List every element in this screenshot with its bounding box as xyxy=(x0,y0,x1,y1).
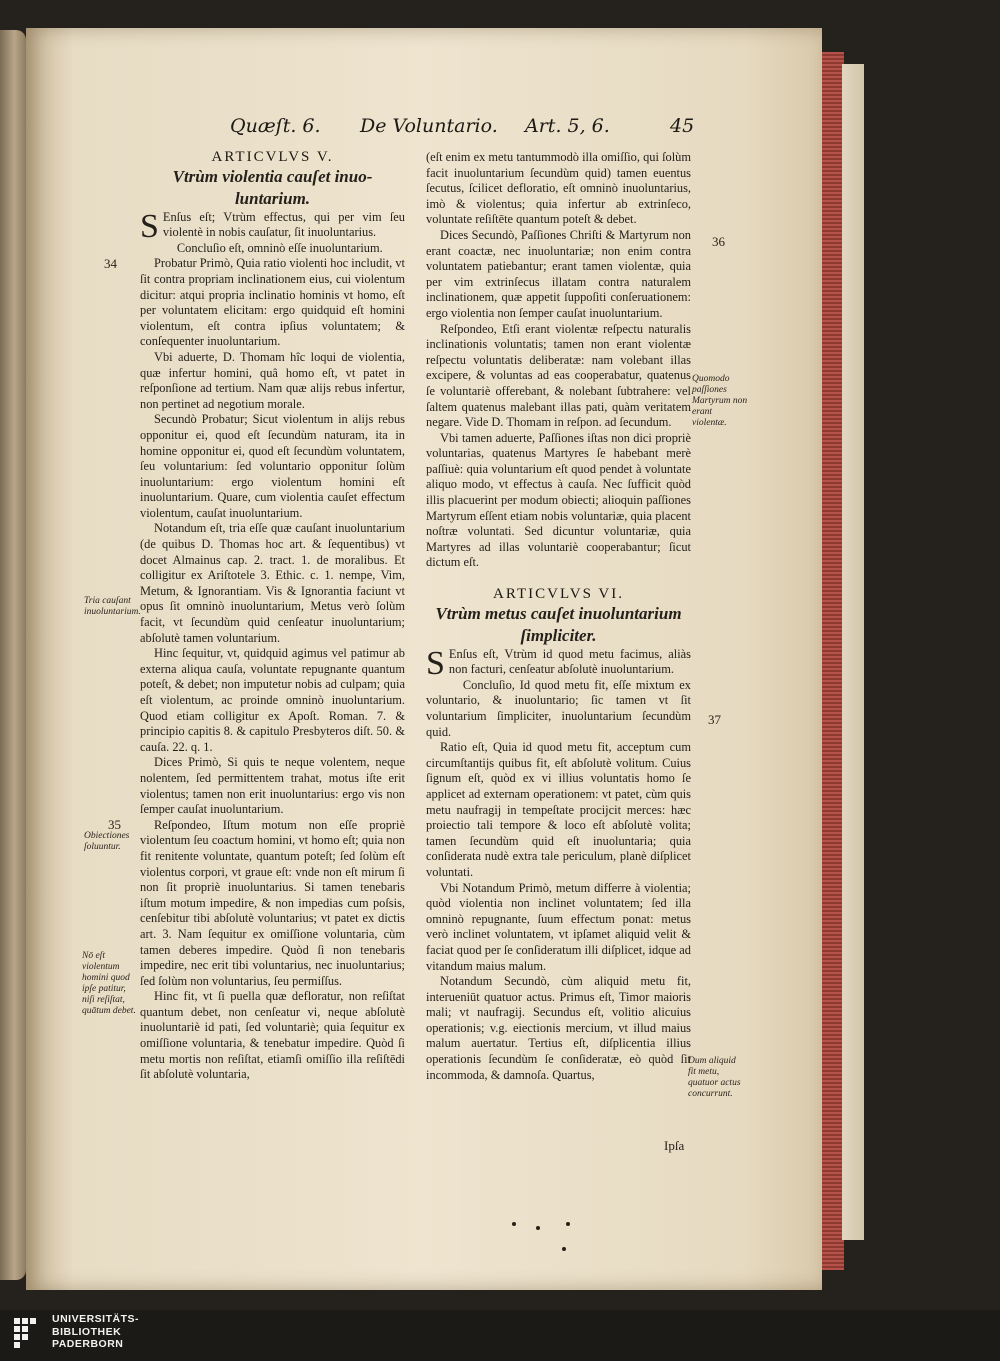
paragraph: Reſpondeo, Etſi erant violentæ reſpectu naturalis inclinationis voluntatis; tamen non erant violentæ reſpectu voluntatis deliberatæ: nam volebant illas excipere, & voluntas ad eas cooperabatur, quatenus ſe voluntariè offerebant, & nolebant ſubtrahere: vel ſaltem quatenus malebant illas pati, quàm veritatem negare. Vide D. Thomam in reſpon. ad ſecundum. xyxy=(426,321,691,430)
library-footer xyxy=(0,1310,1000,1361)
paragraph: Notandum Secundò, cùm aliquid metu fit, interueniūt quatuor actus. Primus eſt, Timor maioris mali; vt naufragij. Secundus eſt, volitio alicuius operationis; v.g. eiectionis mercium, vt illud maius malum auertatur. Tertius eſt, diſplicentia illius operationis ſecundùm ſe conſideratæ, eò quòd ſit incommoda, & damnoſa. Quartus, xyxy=(426,974,691,1082)
paragraph: Dices Secundò, Paſſiones Chriſti & Martyrum non erant coactæ, nec inuoluntariæ; non enim contra voluntatem patiebantur; erant tamen violentæ, quia per vim extrinſecus illatam contra naturalem inclinationem, quæ appetit ſuppoſiti conſeruationem: ergo violentia non ſemper cauſat inuoluntarium. xyxy=(426,227,691,320)
header-article: Art. 5, 6. xyxy=(525,115,610,137)
article-question: Vtrùm metus cauſet inuoluntarium ſimpliciter. xyxy=(435,603,682,645)
paragraph: Hinc fit, vt ſi puella quæ defloratur, non reſiſtat quantum debet, non cenſeatur vi, neque abſolutè inuoluntariè id pati, ſed voluntariè; quia ſequitur ex omiſſione voluntaria, & tenebatur impedire. Quòd ſi metu mortis non reſiſtat, etiamſi omiſſio illa reſiſtēdi ſit abſolutè voluntaria, xyxy=(140,989,405,1082)
paragraph: Probatur Primò, Quia ratio violenti hoc includit, vt ſit contra propriam inclinationem eius, cui violentum dicitur: atqui propria inclinatio hominis vt homo, eſt per voluntatem elicitam: ergo quidquid eſt homini violentum, eſt contra ipſius voluntatem; & conſequenter inuoluntarium. xyxy=(140,256,405,349)
paragraph: Enſus eſt; Vtrùm effectus, qui per vim ſeu violentè in nobis cauſatur, ſit inuoluntarius. xyxy=(162,209,405,240)
catchword: Ipſa xyxy=(664,1138,685,1153)
paragraph: Secundò Probatur; Sicut violentum in alijs rebus opponitur ei, quod eſt ſecundùm naturam, ita in homine opponitur ei, quod eſt ſecundùm voluntatem, ſeu voluntarium: ſed voluntario opponitur ſolùm inuoluntarium: ergo violentum homini eſt inuoluntarium. Quare, cum violentia cauſet effectum violentum, cauſat inuoluntarium. xyxy=(140,412,405,520)
article-heading: ARTICVLVS VI. xyxy=(493,586,624,603)
column-left xyxy=(140,150,405,1083)
article-question: Vtrùm violentia cauſet inuo-luntarium. xyxy=(172,166,373,208)
paragraph: Reſpondeo, Iſtum motum non eſſe propriè violentum ſeu coactum homini, vt homo eſt; quia non fit renitente voluntate, quantum poteſt; ſed ſolùm eſt violentus corpori, vt graue eſt: vnde non eſt mirum ſi non ſit propriè inuoluntarius. Si tamen tenebaris iſtum motum impedire, & non impedias cum poſsis, cenſebitur tibi abſolutè voluntarius; vt patet ex dictis art. 3. Nam ſequitur ex omiſſione voluntaria, cùm tamen deberes impedire. Quòd ſi non tenebaris impedire, nec erit tibi voluntarius, nec inuoluntarius; ſed ſolùm non voluntarius, ſeu permiſſus. xyxy=(140,817,405,988)
paragraph: Vbi aduerte, D. Thomam hîc loqui de violentia, quæ infertur homini, quâ homo eſt, vt patet in reſponſione ad tertium. Nam quæ alijs rebus infertur, non pertinet ad negotium morale. xyxy=(140,349,405,411)
drop-cap: S xyxy=(426,644,445,682)
margin-note: Quomodo paſſiones Martyrum non erant violentæ. xyxy=(692,374,748,428)
library-logo-icon xyxy=(12,1316,46,1350)
paragraph: Notandum eſt, tria eſſe quæ cauſant inuoluntarium (de quibus D. Thomas hoc art. & ſequentibus) vt docet Almainus cap. 2. tract. 1. de moralibus. Et colligitur ex Ariſtotele 3. Ethic. c. 1. nempe, Vim, Metum, & Ignorantiam. Vis & Ignorantia faciunt vt opus ſit omninò inuoluntarium, Metus verò ſolùm facit, vt ſecundùm quid cenſeatur inuoluntarium; abſolutè tamen voluntarium. xyxy=(140,521,405,645)
logo-line: UNIVERSITÄTS- xyxy=(52,1313,140,1325)
running-head xyxy=(230,115,700,147)
ink-speck xyxy=(562,1247,566,1251)
margin-note: Nō eſt violentum homini quod ipſe patitur, niſi reſiſtat, quātum debet. xyxy=(82,951,136,1016)
paragraph: Vbi tamen aduerte, Paſſiones iſtas non dici propriè voluntarias, quatenus Martyres ſe habebant merè paſſiuè: quia voluntarium eſt quod pendet à voluntate aliquo modo, vt effectus à cauſa. Nec ſufficit quòd illis placuerint per modum obiecti; alioquin paſſiones Martyrum eſſent etiam nobis voluntariæ, quia placent noſtræ voluntati. Sed dicuntur voluntariæ, quia Martyres ad illas voluntariè cooperabantur; ſicut dictum eſt. xyxy=(426,430,691,570)
margin-note: Obiectiones ſoluuntur. xyxy=(84,831,130,852)
ink-speck xyxy=(566,1222,570,1226)
margin-number: 36 xyxy=(712,234,725,249)
margin-note: Tria cauſant inuoluntarium. xyxy=(84,596,141,617)
paragraph: (eſt enim ex metu tantummodò illa omiſſio, qui ſolùm facit inuoluntarium ſecundùm quid) tamen euentus ſecutus, ſcilicet defloratio, eſt omninò inuoluntarius, imò & violentus; quia infertur ab extrinſeco, voluntate reſiſtēte quantum poteſt & debet. xyxy=(426,150,691,227)
page-number: 45 xyxy=(670,115,695,137)
margin-number: 35 xyxy=(108,817,121,832)
column-right xyxy=(426,150,691,1083)
header-title: De Voluntario. xyxy=(360,115,498,137)
ink-speck xyxy=(536,1226,540,1230)
library-logo-text xyxy=(52,1313,139,1351)
article-heading: ARTICVLVS V. xyxy=(211,149,334,165)
margin-note: Dum aliquid fit metu, quatuor actus concurrunt. xyxy=(688,1056,741,1099)
paragraph: Ratio eſt, Quia id quod metu fit, acceptum cum circumſtantijs quibus fit, eſt abſolutè volitum. Cuius ſignum eſt, quòd ex vi illius voluntatis homo ſe applicet ad externam operationem: vt patet, cùm quis metu naufragij in tempeſtate procijcit merces: hæc proiectio tali tempore & loco eſt abſolutè volita; tamen ſecundùm quid eſt inuoluntaria; quia conſiderata nudè extra tale periculum, planè diſplicet voluntati. xyxy=(426,740,691,879)
drop-cap: S xyxy=(140,207,159,245)
paragraph: Concluſio eſt, omninò eſſe inuoluntarium. xyxy=(176,240,383,255)
margin-number: 37 xyxy=(708,712,721,727)
paragraph: Dices Primò, Si quis te neque volentem, neque nolentem, ſed permittentem trahat, motus iſte erit violentus; tamen non erit inuoluntarius: ergo vis non ſemper cauſat inuoluntarium. xyxy=(140,755,405,817)
left-page-edge xyxy=(0,30,26,1280)
header-question: Quæſt. 6. xyxy=(230,115,321,137)
red-page-edges xyxy=(822,52,844,1270)
logo-line: PADERBORN xyxy=(52,1338,124,1350)
page-behind xyxy=(842,64,864,1240)
ink-speck xyxy=(512,1222,516,1226)
paragraph: Vbi Notandum Primò, metum differre à violentia; quòd violentia non inclinet voluntatem; ſed illa omninò repugnante, ſuum effectum ponat: metus verò inclinet voluntatem, vt ipſamet aliquid velit & faciat quod per ſe conſideratum illi diſplicet, idque ad vitandum maius malum. xyxy=(426,880,691,973)
paragraph: Hinc ſequitur, vt, quidquid agimus vel patimur ab externa aliqua cauſa, voluntate repugnante quantum poteſt, & debet; non imputetur nobis ad culpam; quia eſt violentum, ac proinde omninò inuoluntarium. Quod etiam colligitur ex Apoſt. Roman. 7. & principio capitis 8. & capitulo Presbyteros diſt. 50. & cauſa. 22. q. 1. xyxy=(140,646,405,754)
logo-line: BIBLIOTHEK xyxy=(52,1325,122,1338)
margin-number: 34 xyxy=(104,256,117,271)
paragraph: Enſus eſt, Vtrùm id quod metu facimus, aliàs non facturi, cenſeatur abſolutè inuoluntarium. xyxy=(448,646,691,677)
paragraph: Concluſio, Id quod metu fit, eſſe mixtum ex voluntario, & inuoluntario; ſic tamen vt ſit voluntarium ſimpliciter, inuoluntarium ſecundùm quid. xyxy=(426,677,691,739)
